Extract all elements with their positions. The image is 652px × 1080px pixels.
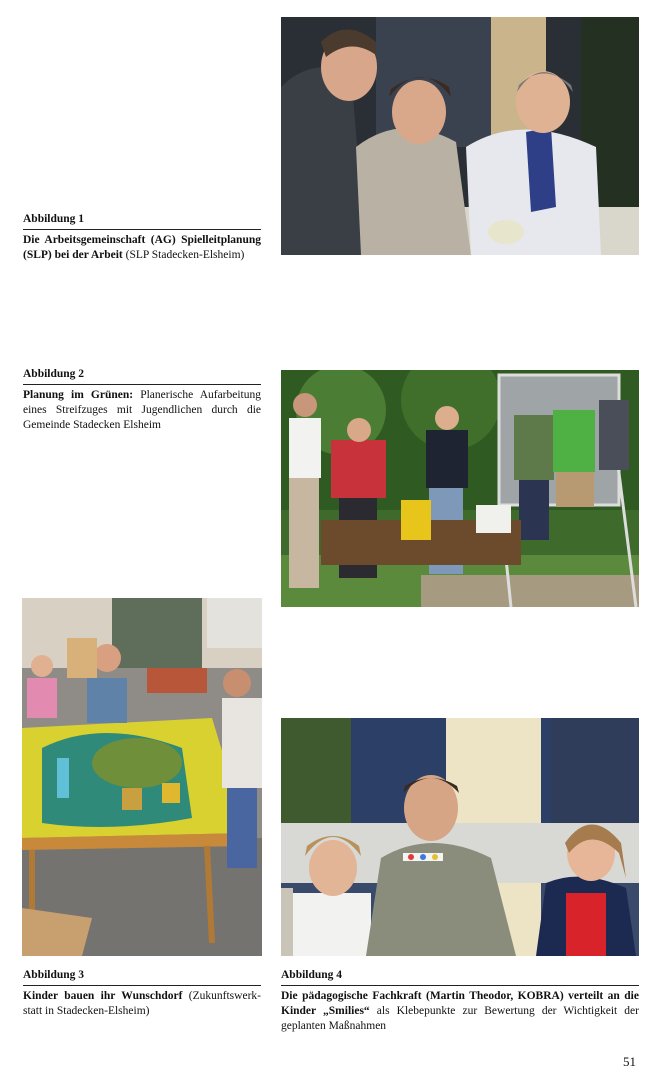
figure-4-caption-bold: Die pädagogische Fachkraft (Martin Theodor, KOBRA) verteilt an die Kinder „Smilies“ <box>281 990 639 1017</box>
figure-4-title: Abbildung 4 <box>281 968 639 986</box>
figure-3-caption <box>23 968 261 1019</box>
figure-4-caption-text: als Klebepunkte zur Bewertung der Wichtigkeit der geplanten Maßnahmen <box>281 1005 639 1032</box>
figure-1-caption-bold: Die Arbeitsgemeinschaft (AG) Spielleitplanung (SLP) bei der Arbeit <box>23 234 261 261</box>
photo-2-planning-outdoors <box>281 370 639 607</box>
figure-2-caption-bold: Planung im Grünen: <box>23 389 134 401</box>
figure-3-caption-text: (Zukunftswerkstatt in Stadecken-Elsheim) <box>23 990 261 1017</box>
figure-2-caption-text: Planerische Aufarbeitung eines Streifzuges mit Jugendlichen durch die Gemeinde Stadecken Elsheim <box>23 389 262 431</box>
photo-3-children-building <box>22 598 262 956</box>
figure-1-caption-text: (SLP Stadecken-Elsheim) <box>122 249 245 261</box>
photo-4-smilies <box>281 718 639 956</box>
figure-2-caption <box>23 367 261 433</box>
figure-1-title: Abbildung 1 <box>23 212 261 230</box>
figure-1-caption <box>23 212 261 263</box>
figure-2-title: Abbildung 2 <box>23 367 261 385</box>
figure-3-caption-bold: Kinder bauen ihr Wunschdorf <box>23 990 183 1002</box>
photo-1-ag-working <box>281 17 639 255</box>
figure-3-title: Abbildung 3 <box>23 968 261 986</box>
figure-4-caption <box>281 968 639 1034</box>
page-number: 51 <box>623 1054 636 1069</box>
